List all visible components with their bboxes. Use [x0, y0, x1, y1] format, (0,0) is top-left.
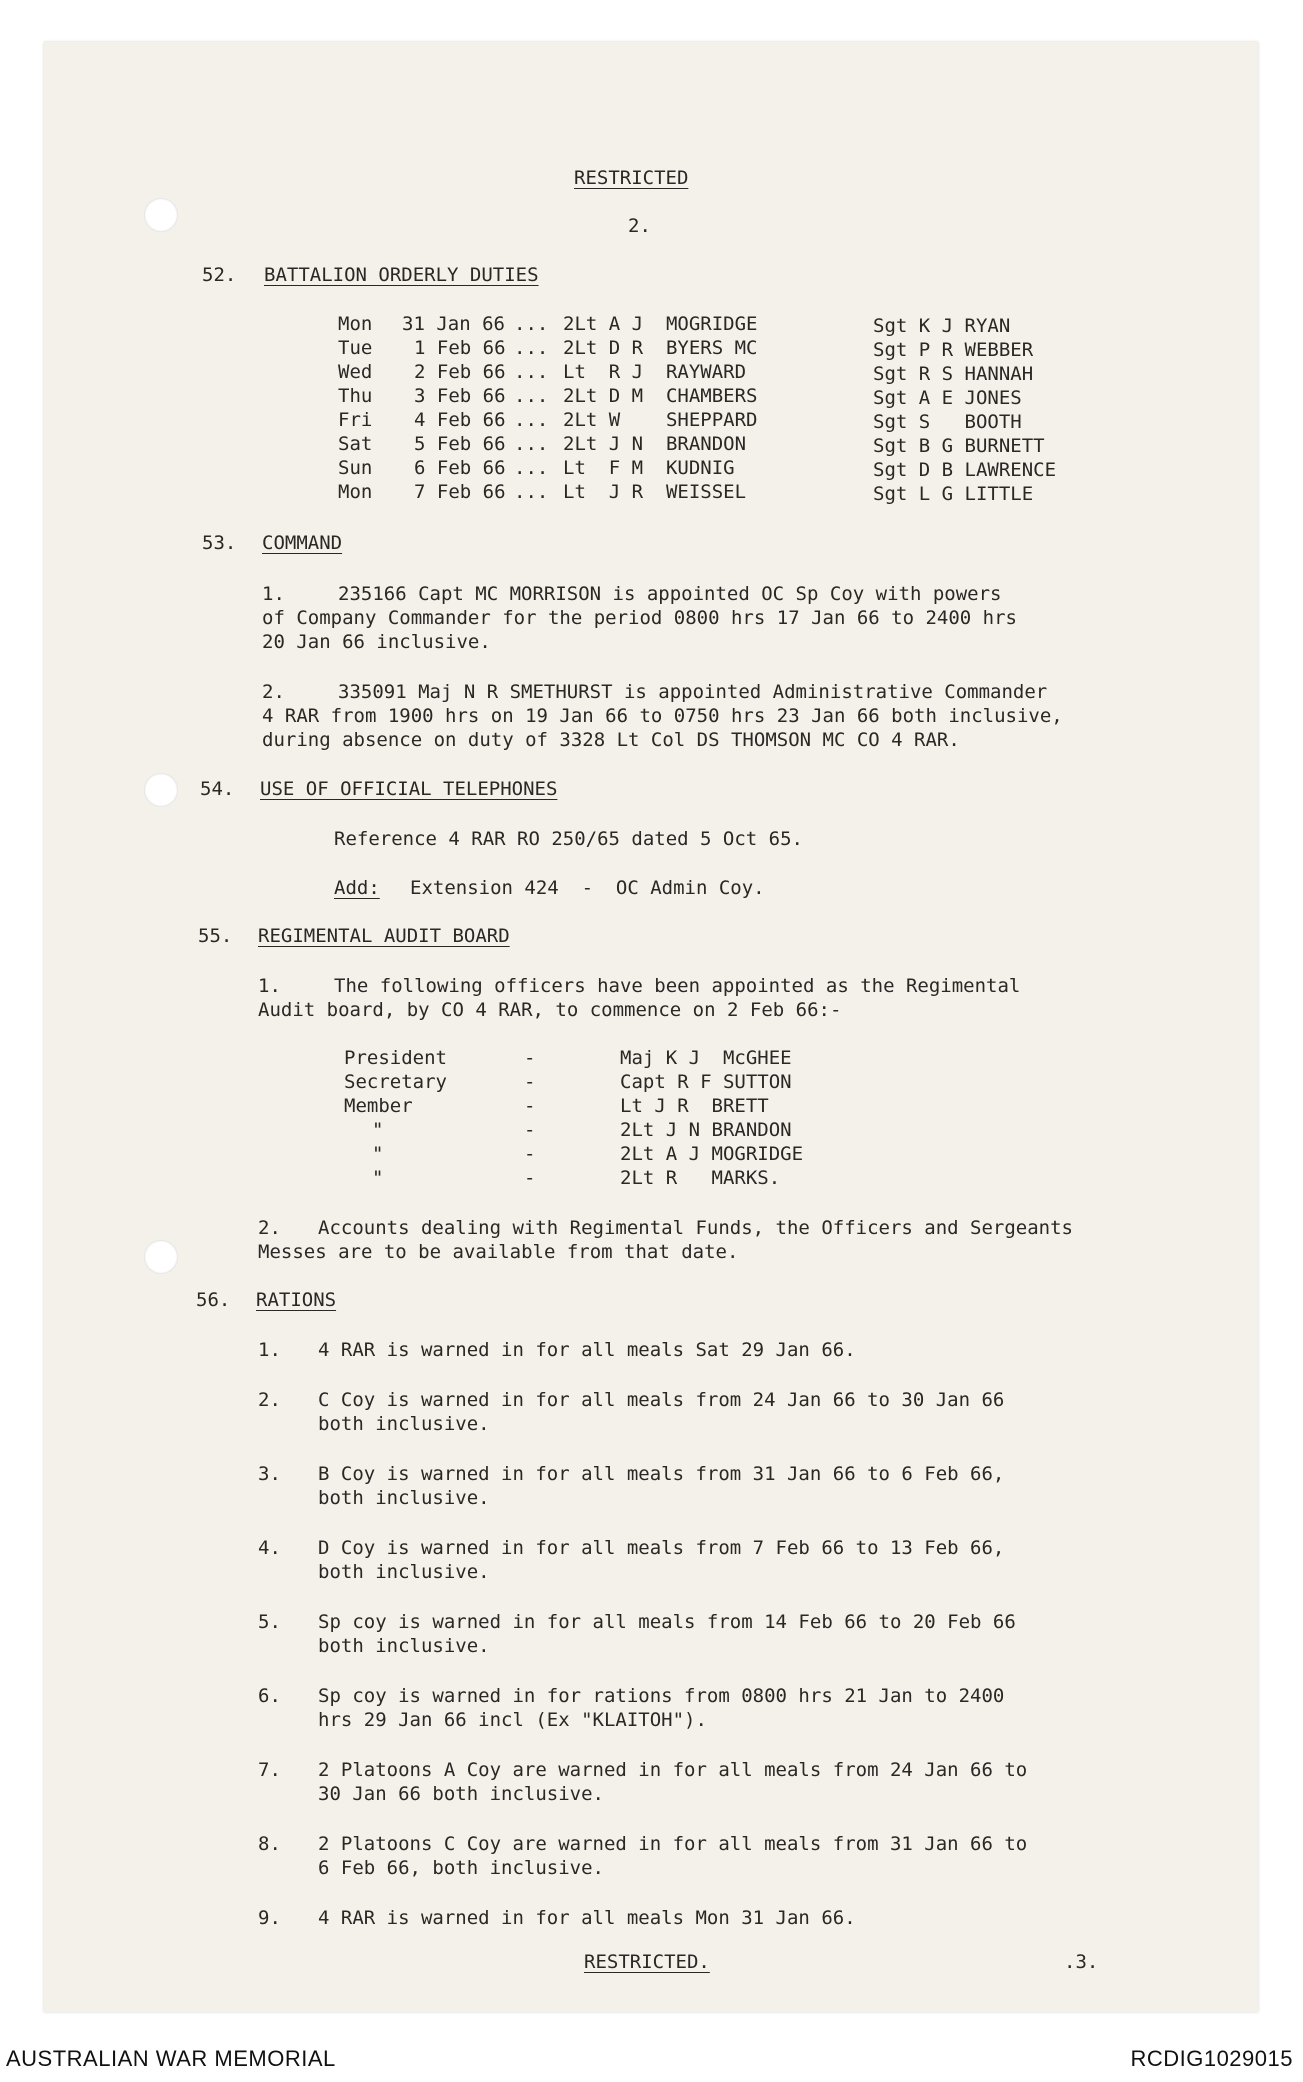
item-line: both inclusive.	[318, 1487, 490, 1509]
board-name: Capt R F SUTTON	[620, 1071, 792, 1093]
roster-dots: ...	[514, 457, 549, 479]
roster-dots: ...	[514, 385, 549, 407]
archive-credit: AUSTRALIAN WAR MEMORIAL	[6, 2046, 336, 2071]
item-number: 1.	[258, 1339, 281, 1361]
roster-day: Sat	[338, 433, 373, 455]
board-role: Member	[344, 1095, 413, 1117]
paragraph-line: 4 RAR from 1900 hrs on 19 Jan 66 to 0750 hrs 23 Jan 66 both inclusive,	[262, 705, 1063, 727]
item-line: Sp coy is warned in for all meals from 14 Feb 66 to 20 Feb 66	[318, 1611, 1016, 1633]
roster-dots: ...	[514, 481, 549, 503]
board-role: "	[372, 1143, 384, 1165]
section-title: BATTALION ORDERLY DUTIES	[264, 264, 539, 286]
roster-date: 7 Feb 66	[414, 481, 506, 503]
item-number: 6.	[258, 1685, 281, 1707]
punch-hole	[144, 1240, 178, 1274]
item-line: 2 Platoons A Coy are warned in for all meals from 24 Jan 66 to	[318, 1759, 1028, 1781]
paragraph-line: 335091 Maj N R SMETHURST is appointed Administrative Commander	[338, 681, 1048, 703]
section-title: RATIONS	[256, 1289, 337, 1311]
item-number: 2.	[258, 1389, 281, 1411]
roster-officer: 2Lt J N BRANDON	[563, 433, 747, 455]
roster-day: Tue	[338, 337, 373, 359]
board-name: 2Lt A J MOGRIDGE	[620, 1143, 804, 1165]
archive-id: RCDIG1029015	[1130, 2046, 1293, 2071]
item-line: B Coy is warned in for all meals from 31 Jan 66 to 6 Feb 66,	[318, 1463, 1005, 1485]
item-line: Sp coy is warned in for rations from 0800 hrs 21 Jan to 2400	[318, 1685, 1005, 1707]
board-dash: -	[524, 1095, 536, 1117]
paragraph-line: of Company Commander for the period 0800 hrs 17 Jan 66 to 2400 hrs	[262, 607, 1017, 629]
board-role: President	[344, 1047, 447, 1069]
section-title: REGIMENTAL AUDIT BOARD	[258, 925, 510, 947]
roster-officer: Lt R J RAYWARD	[563, 361, 747, 383]
item-line: 6 Feb 66, both inclusive.	[318, 1857, 604, 1879]
board-dash: -	[524, 1167, 536, 1189]
section-title: USE OF OFFICIAL TELEPHONES	[260, 778, 558, 800]
item-number: 4.	[258, 1537, 281, 1559]
roster-sergeant: Sgt L G LITTLE	[873, 483, 1034, 505]
item-line: 2 Platoons C Coy are warned in for all meals from 31 Jan 66 to	[318, 1833, 1028, 1855]
roster-officer: 2Lt W SHEPPARD	[563, 409, 758, 431]
board-dash: -	[524, 1071, 536, 1093]
section-number: 56.	[196, 1289, 231, 1311]
paragraph-line: 20 Jan 66 inclusive.	[262, 631, 491, 653]
paragraph-line: Messes are to be available from that date.	[258, 1241, 739, 1263]
board-role: "	[372, 1119, 384, 1141]
section-title: COMMAND	[262, 532, 343, 554]
roster-dots: ...	[514, 361, 549, 383]
paragraph-number: 2.	[262, 681, 285, 703]
roster-officer: Lt J R WEISSEL	[563, 481, 747, 503]
paragraph-line: during absence on duty of 3328 Lt Col DS THOMSON MC CO 4 RAR.	[262, 729, 960, 751]
roster-day: Sun	[338, 457, 373, 479]
board-dash: -	[524, 1047, 536, 1069]
board-name: Maj K J McGHEE	[620, 1047, 792, 1069]
item-number: 9.	[258, 1907, 281, 1929]
item-line: both inclusive.	[318, 1413, 490, 1435]
roster-date: 6 Feb 66	[414, 457, 506, 479]
add-label: Add:	[334, 877, 380, 899]
board-role: "	[372, 1167, 384, 1189]
item-line: 30 Jan 66 both inclusive.	[318, 1783, 604, 1805]
roster-dots: ...	[514, 433, 549, 455]
paragraph-number: 1.	[258, 975, 281, 997]
roster-date: 2 Feb 66	[414, 361, 506, 383]
board-role: Secretary	[344, 1071, 447, 1093]
roster-officer: 2Lt D R BYERS MC	[563, 337, 758, 359]
paragraph-line: Accounts dealing with Regimental Funds, the Officers and Sergeants	[318, 1217, 1073, 1239]
paragraph-number: 2.	[258, 1217, 281, 1239]
board-name: Lt J R BRETT	[620, 1095, 769, 1117]
add-text: Extension 424 - OC Admin Coy.	[410, 877, 765, 899]
roster-date: 5 Feb 66	[414, 433, 506, 455]
roster-date: 1 Feb 66	[414, 337, 506, 359]
classification-footer: RESTRICTED.	[584, 1951, 710, 1973]
roster-sergeant: Sgt P R WEBBER	[873, 339, 1034, 361]
board-dash: -	[524, 1119, 536, 1141]
roster-dots: ...	[514, 409, 549, 431]
roster-sergeant: Sgt D B LAWRENCE	[873, 459, 1057, 481]
item-line: both inclusive.	[318, 1635, 490, 1657]
item-line: both inclusive.	[318, 1561, 490, 1583]
item-line: 4 RAR is warned in for all meals Sat 29 Jan 66.	[318, 1339, 856, 1361]
section-number: 52.	[202, 264, 237, 286]
roster-sergeant: Sgt B G BURNETT	[873, 435, 1045, 457]
board-dash: -	[524, 1143, 536, 1165]
roster-dots: ...	[514, 313, 549, 335]
roster-day: Mon	[338, 481, 373, 503]
paragraph-number: 1.	[262, 583, 285, 605]
punch-hole	[144, 198, 178, 232]
roster-date: 4 Feb 66	[414, 409, 506, 431]
item-number: 8.	[258, 1833, 281, 1855]
item-number: 3.	[258, 1463, 281, 1485]
page-number: 2.	[628, 215, 651, 237]
section-number: 53.	[202, 532, 237, 554]
classification-header: RESTRICTED	[574, 167, 689, 189]
item-line: D Coy is warned in for all meals from 7 Feb 66 to 13 Feb 66,	[318, 1537, 1005, 1559]
board-name: 2Lt J N BRANDON	[620, 1119, 792, 1141]
roster-date: 31 Jan 66	[402, 313, 505, 335]
item-line: hrs 29 Jan 66 incl (Ex "KLAITOH").	[318, 1709, 707, 1731]
roster-dots: ...	[514, 337, 549, 359]
punch-hole	[144, 773, 178, 807]
paragraph-line: 235166 Capt MC MORRISON is appointed OC Sp Coy with powers	[338, 583, 1002, 605]
roster-sergeant: Sgt S BOOTH	[873, 411, 1022, 433]
item-number: 5.	[258, 1611, 281, 1633]
paragraph-line: Audit board, by CO 4 RAR, to commence on 2 Feb 66:-	[258, 999, 842, 1021]
roster-sergeant: Sgt K J RYAN	[873, 315, 1011, 337]
roster-sergeant: Sgt A E JONES	[873, 387, 1022, 409]
roster-day: Thu	[338, 385, 373, 407]
roster-officer: 2Lt A J MOGRIDGE	[563, 313, 758, 335]
item-line: C Coy is warned in for all meals from 24 Jan 66 to 30 Jan 66	[318, 1389, 1005, 1411]
roster-day: Fri	[338, 409, 373, 431]
roster-officer: Lt F M KUDNIG	[563, 457, 735, 479]
paragraph-line: The following officers have been appointed as the Regimental	[334, 975, 1021, 997]
continuation-marker: .3.	[1064, 1951, 1099, 1973]
section-number: 55.	[198, 925, 233, 947]
roster-day: Wed	[338, 361, 373, 383]
item-line: 4 RAR is warned in for all meals Mon 31 Jan 66.	[318, 1907, 856, 1929]
roster-day: Mon	[338, 313, 373, 335]
roster-sergeant: Sgt R S HANNAH	[873, 363, 1034, 385]
roster-date: 3 Feb 66	[414, 385, 506, 407]
roster-officer: 2Lt D M CHAMBERS	[563, 385, 758, 407]
section-number: 54.	[200, 778, 235, 800]
item-number: 7.	[258, 1759, 281, 1781]
board-name: 2Lt R MARKS.	[620, 1167, 781, 1189]
reference-line: Reference 4 RAR RO 250/65 dated 5 Oct 65.	[334, 828, 803, 850]
